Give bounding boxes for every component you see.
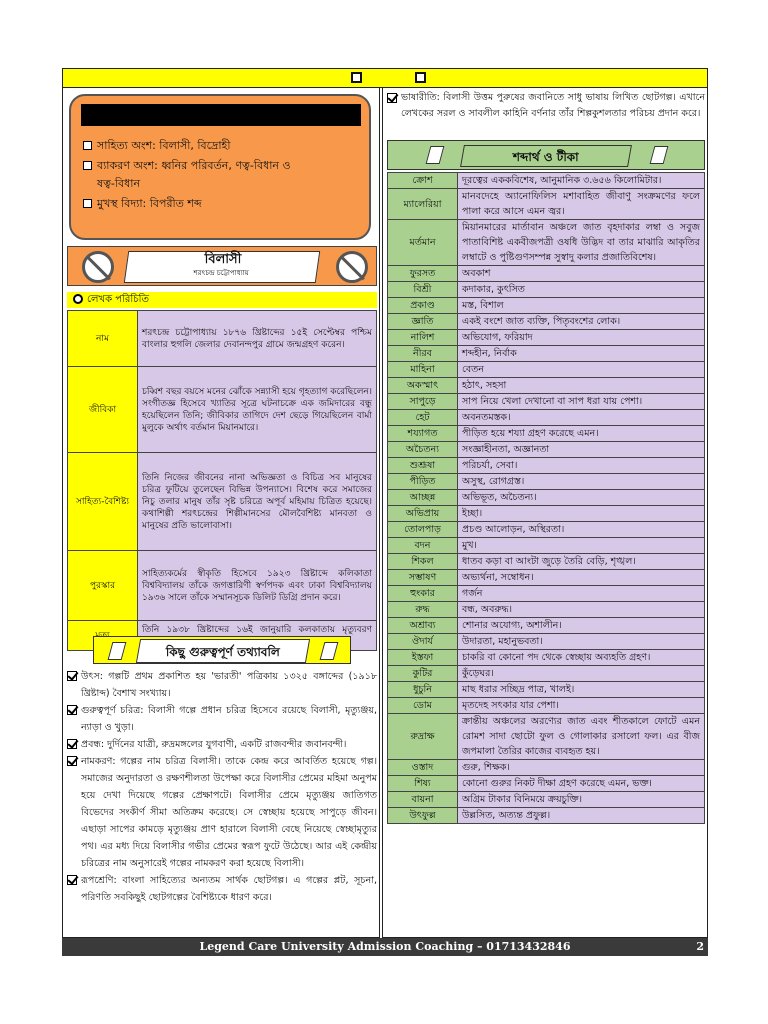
glossary-definition: শব্দহীন, নির্বাক [458,346,705,362]
table-row [388,346,705,362]
glossary-definition: অসুস্থ, রোগগ্রস্ত। [458,474,705,490]
bio-table [67,310,377,651]
checkbox-icon [415,72,426,83]
glossary-definition: পরিচর্যা, সেবা। [458,458,705,474]
glossary-term: রুদ্রাক্ষ [388,714,458,760]
glossary-term: ইস্তফা [388,650,458,666]
glossary-definition: বেতন [458,362,705,378]
glossary-term: ওস্তাদ [388,760,458,776]
glossary-term: ঔদার্য [388,634,458,650]
table-row [388,282,705,298]
glossary-term: কুটির [388,666,458,682]
glossary-definition: ক্রান্তীয় অঞ্চলের অরণ্যের জাত এবং শীতকালে ফোটে এমন রোমশ সাদা ছোটো ফুল ও গোলাকার রসালো ফল। এর বীজ জপমালা তৈরির কাজের ব্যবহৃত হয়। [458,714,705,760]
list-item: নামকরণ: গল্পের নাম চরিত্র বিলাসী। তাকে কেন্দ্র করে আবর্তিত হয়েছে গল্প। সমাজের অনুদারতা ও রক্ষণশীলতা উপেক্ষা করে বিলাসীর প্রেমের মহিমা অনুপম হয়ে দেখা দিয়েছে গল্পের প্রেক্ষাপটে। বিলাসীর প্রেমে মৃত্যুঞ্জয় জাতিগত বিভেদের সংকীর্ণ সীমা অতিক্রম করেছে। সে স্বেচ্ছায় হয়েছে সাপুড়ে জীবন। এছাড়া সাপের কামড়ে মৃত্যুঞ্জয় প্রাণ হারালে বিলাসী বেছে নিয়েছে স্বেচ্ছামৃত্যুর পথ। এর মধ্য দিয়ে বিলাসীর গভীর প্রেমের স্বরূপ ফুটে উঠেছে। আর এই কেন্দ্রীয় চরিত্রের নাম অনুসারেই গল্পের নামকরণ করা হয়েছে বিলাসী। [67,753,377,872]
glossary-term: শিকল [388,554,458,570]
table-row: নাম শরৎচন্দ্র চট্টোপাধ্যায় ১৮৭৬ খ্রিষ্টাব্দের ১৫ই সেপ্টেম্বর পশ্চিম বাংলার হুগলি জেলার দেবানন্দপুর গ্রামে জন্মগ্রহণ করেন। [68,311,377,367]
table-row [388,220,705,266]
glossary-definition: মিয়ানমারের মার্তাবান অঞ্চলে জাত বৃহদাকার লম্বা ও সবুজ পাতাবিশিষ্ট একবীজপত্রী ওষধি উদ্ভিদ বা তার মাঝারি আকৃতির লম্বাটে ও পুষ্টিগুণসম্পন্ন সুস্বাদু কলার প্রজাতিবিশেষ। [458,220,705,266]
glossary-term: জ্ঞাতি [388,314,458,330]
table-row [388,698,705,714]
table-row [388,410,705,426]
lesson-item: সাহিত্য অংশ: বিলাসী, বিদ্রোহী [83,138,230,153]
glossary-definition: গর্জন [458,586,705,602]
table-row [388,808,705,824]
prohibition-icon [336,251,368,283]
glossary-term: অভিপ্রায় [388,506,458,522]
info-heading: কিছু গুরুত্বপূর্ণ তথ্যাবলি [136,639,310,663]
glossary-definition: সাপ নিয়ে খেলা দেখানো বা সাপ ধরা যায় পেশা। [458,394,705,410]
table-row [388,538,705,554]
lesson-title-bar [81,104,361,126]
table-row [388,474,705,490]
glossary-term: ধুচুনি [388,682,458,698]
glossary-term: শুশ্রূষা [388,458,458,474]
glossary-definition: কদাকার, কুৎসিত [458,282,705,298]
table-row [388,189,705,220]
square-icon [83,161,92,170]
glossary-term: অচৈতন্য [388,442,458,458]
glossary-term: ডোম [388,698,458,714]
glossary-definition: মানবদেহে অ্যানোফিলিস মশাবাহিত জীবাণু সংক্রমণের ফলে পালা করে আসে এমন জ্বর। [458,189,705,220]
glossary-heading: শব্দার্থ ও টীকা [460,145,632,167]
table-row [388,792,705,808]
square-icon [83,199,92,208]
glossary-term: সম্ভাষণ [388,570,458,586]
table-row [388,442,705,458]
checkbox-checked-icon [67,756,77,766]
glossary-definition: অভিভূত, অচৈতন্য। [458,490,705,506]
glossary-term: বদন [388,538,458,554]
glossary-term: সাপুড়ে [388,394,458,410]
glossary-term: প্রকাণ্ড [388,298,458,314]
page-number: 2 [696,940,704,953]
style-note [387,90,705,140]
glossary-term: হুংকার [388,586,458,602]
glossary-definition: একই বংশে জাত ব্যক্তি, পিতৃবংশের লোক। [458,314,705,330]
square-icon [83,141,92,150]
glossary-term: অকস্মাৎ [388,378,458,394]
list-item: ভাষারীতি: বিলাসী উত্তম পুরুষের জবানিতে সাধু ভাষায় লিখিত ছোটগল্প। এখানে লেখকের সরল ও সাবলীল কাহিনি বর্ণনার তাঁর শিল্পকুশলতার পরিচয় প্রদান করে। [387,90,705,122]
glossary-definition: কোনো গুরুর নিকট দীক্ষা গ্রহণ করেছে এমন, ভক্ত। [458,776,705,792]
prohibition-icon [82,251,114,283]
table-row [388,618,705,634]
glossary-definition: পীড়িত হয়ে শয্যা গ্রহণ করেছে এমন। [458,426,705,442]
glossary-definition: অভ্যর্থনা, সম্বোধন। [458,570,705,586]
glossary-term: উৎফুল্ল [388,808,458,824]
pencil-icon [108,642,127,660]
info-heading-bar [93,636,351,664]
checkbox-checked-icon [67,875,77,885]
glossary-definition: হঠাৎ, সহসা [458,378,705,394]
page [62,68,708,954]
table-row [388,586,705,602]
table-row [388,490,705,506]
glossary-definition: মৃতদেহ সৎকার যার পেশা। [458,698,705,714]
glossary-definition: সংজ্ঞাহীনতা, অজ্ঞানতা [458,442,705,458]
table-row [388,522,705,538]
table-row [388,394,705,410]
table-row [388,426,705,442]
pencil-icon [426,146,445,164]
glossary-term: শিষ্য [388,776,458,792]
checkbox-checked-icon [67,671,77,681]
pencil-icon [320,642,339,660]
table-row [388,634,705,650]
lesson-item: ব্যাকরণ অংশ: ধ্বনির পরিবর্তন, ণত্ব-বিধান ও [83,158,291,173]
glossary-term: রুদ্ধ [388,602,458,618]
right-column [382,88,708,938]
left-column [62,88,380,938]
glossary-definition: উদারতা, মহানুভবতা। [458,634,705,650]
glossary-term: পীড়িত [388,474,458,490]
glossary-term: হেট [388,410,458,426]
glossary-definition: উল্লসিত, অত্যন্ত প্রফুল্ল। [458,808,705,824]
glossary-definition: বন্ধ, অবরুদ্ধ। [458,602,705,618]
glossary-term: ম্যালেরিয়া [388,189,458,220]
story-banner [67,246,377,286]
table-row [388,314,705,330]
glossary-term: মাহিনা [388,362,458,378]
info-list [67,668,377,906]
checkbox-checked-icon [67,705,77,715]
lesson-item: মুখস্থ বিদ্যা: বিপরীত শব্দ [83,196,202,211]
glossary-term: বায়না [388,792,458,808]
table-row: জীবিকা চব্বিশ বছর বয়সে মনের ঝোঁকে সন্ন্যাসী হয়ে গৃহত্যাগ করেছিলেন। সংগীতজ্ঞ হিসেবে খ্যাতির সূত্রে ঘটনাচক্রে এক জমিদারের বন্ধু হয়েছিলেন তিনি; জীবিকার তাগিদে দেশ ছেড়ে গিয়েছিলেন বার্মা মুলুকে অর্থাৎ বর্তমান মিয়ানমারে। [68,367,377,453]
glossary-term: মর্তমান [388,220,458,266]
bio-heading: লেখক পরিচিতি [67,292,377,308]
glossary-term: বিশ্রী [388,282,458,298]
glossary-term: তোলপাড় [388,522,458,538]
glossary-term: শয্যাগত [388,426,458,442]
story-title: বিলাসী [204,252,242,267]
glossary-definition: প্রচণ্ড আলোড়ন, অস্থিরতা। [458,522,705,538]
glossary-term: অশ্রাব্য [388,618,458,634]
table-row [388,602,705,618]
lesson-box [69,94,371,240]
glossary-definition: ধাতব কড়া বা আংটা জুড়ে তৈরি বেড়ি, শৃঙ্খল। [458,554,705,570]
footer [62,938,708,956]
footer-text: Legend Care University Admission Coaching – 01713432846 [199,940,571,953]
table-row [388,378,705,394]
list-item: উৎস: গল্পটি প্রথম প্রকাশিত হয় 'ভারতী' পত্রিকায় ১৩২৫ বঙ্গাব্দের (১৯১৮ খ্রিষ্টাব্দ) বৈশাখ সংখ্যায়। [67,668,377,702]
table-row [388,776,705,792]
table-row: তিনি ১৯৩৮ খ্রিষ্টাব্দের ১৬ই জানুয়ারি কলকাতায় মৃত্যুবরণ [68,621,377,651]
list-item: রূপশ্রেণি: বাংলা সাহিত্যের অন্যতম সার্থক ছোটগল্প। এ গল্পের প্লট, সূচনা, পরিণতি সবকিছুই ছোটগল্পের বৈশিষ্ট্যকে ধারণ করে। [67,872,377,906]
glossary-definition: অগ্রিম টাকার বিনিময়ে ক্রয়চুক্তি। [458,792,705,808]
table-row [388,298,705,314]
glossary-term: নালিশ [388,330,458,346]
checkbox-checked-icon [67,739,77,749]
table-row [388,760,705,776]
table-row [388,458,705,474]
table-row [388,714,705,760]
checkbox-checked-icon [387,93,397,103]
glossary-definition: চাকরি বা কোনো পদ থেকে স্বেচ্ছায় অব্যহতি গ্রহণ। [458,650,705,666]
story-title-card [124,251,320,283]
checkbox-icon [351,72,362,83]
circle-icon [73,294,83,304]
glossary-definition: কুঁড়েঘর। [458,666,705,682]
glossary-definition: মাছ ধরার সচ্ছিদ্র পাত্র, খালই। [458,682,705,698]
table-row [388,506,705,522]
glossary-definition: মস্ত, বিশাল [458,298,705,314]
glossary-definition: মুখ। [458,538,705,554]
glossary-term: ক্রোশ [388,173,458,189]
glossary-definition: অবনতমস্তক। [458,410,705,426]
table-row [388,682,705,698]
story-author: শরৎচন্দ্র চট্টোপাধ্যায় [193,269,249,277]
table-row [388,650,705,666]
table-row [388,266,705,282]
glossary-definition: গুরু, শিক্ষক। [458,760,705,776]
glossary-definition: দূরত্বের এককবিশেষ, আনুমানিক ৩.৬৫৬ কিলোমিটার। [458,173,705,189]
table-row [388,570,705,586]
glossary-term: নীরব [388,346,458,362]
table-row [388,554,705,570]
table-row: পুরস্কার সাহিত্যকর্মের স্বীকৃতি হিসেবে ১৯২৩ খ্রিষ্টাব্দে কলিকাতা বিশ্ববিদ্যালয় তাঁকে জগত্তারিণী স্বর্ণপদক এবং ঢাকা বিশ্ববিদ্যালয় ১৯৩৬ সালে তাঁকে সম্মানসূচক ডিলিট ডিগ্রি প্রদান করে। [68,551,377,621]
table-row [388,173,705,189]
table-row [388,362,705,378]
glossary-definition: অভিযোগ, ফরিয়াদ [458,330,705,346]
pencil-icon [650,146,669,164]
glossary-term: ফুরসত [388,266,458,282]
glossary-definition: অবকাশ [458,266,705,282]
list-item: প্রবন্ধ: দুর্দিনের যাত্রী, রুদ্রমঙ্গলের যুগবাণী, একটি রাজবন্দীর জবানবন্দী। [67,736,377,753]
lesson-item-cont: ষত্ব-বিধান [97,177,141,190]
glossary-term: আচ্ছন্ন [388,490,458,506]
glossary-definition: শোনার অযোগ্য, অশালীন। [458,618,705,634]
table-row [388,666,705,682]
glossary-definition: ইচ্ছা। [458,506,705,522]
top-bar [62,68,708,88]
table-row [388,330,705,346]
list-item: গুরুত্বপূর্ণ চরিত্র: বিলাসী গল্পে প্রধান চরিত্র হিসেবে রয়েছে বিলাসী, মৃত্যুঞ্জয়, ন্যাড়া ও খুড়া। [67,702,377,736]
glossary-table [387,172,705,824]
glossary-heading-bar [387,140,705,170]
table-row: সাহিত্য-বৈশিষ্ট্য তিনি নিজের জীবনের নানা অভিজ্ঞতা ও বিচিত্র সব মানুষের চরিত্র ফুটিয়ে তুলেছেন বিভিন্ন উপন্যাসে। বিশেষ করে সমাজের নিচু তলার মানুষ তাঁর সৃষ্ট চরিত্রে অপূর্ব মহিমায় চিত্রিত হয়েছে। কথাশিল্পী শরৎচন্দ্রের শিল্পীমানসের মৌলবৈশিষ্ট্য মানবতা ও মানুষের প্রতি ভালোবাসা। [68,453,377,551]
